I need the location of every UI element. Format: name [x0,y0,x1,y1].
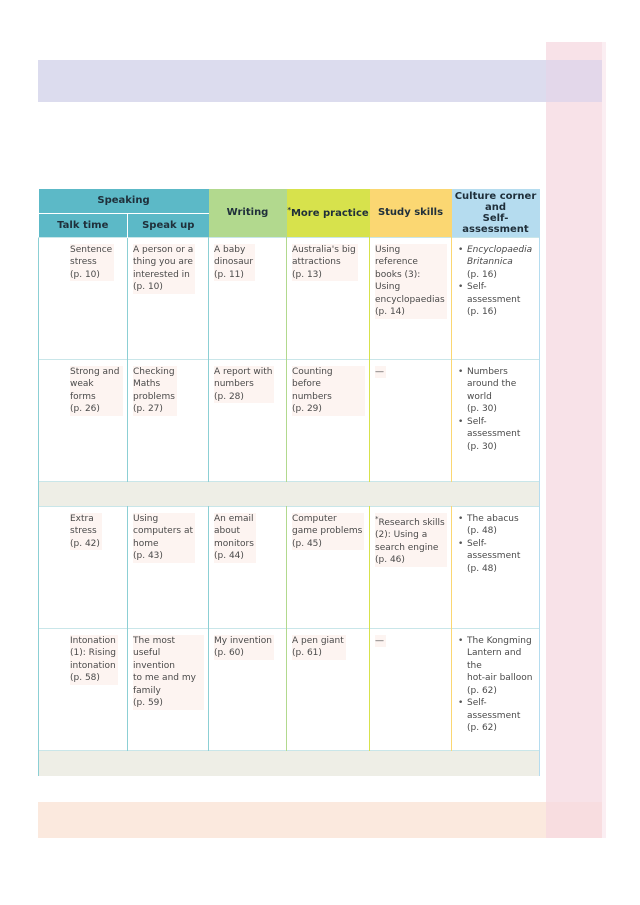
cell-line: My invention [214,635,272,646]
cell-line: (p. 29) [292,404,322,414]
culture-list-item [467,244,535,282]
cell-line: numbers [214,379,254,389]
cell-line: (p. 58) [70,673,100,683]
writing-text [214,635,274,660]
cell-line: Using reference [375,244,418,267]
culture-list [457,635,535,735]
table-row [39,359,540,481]
cell-line: (p. 45) [292,538,322,549]
writing-text [214,513,256,563]
cell-line: (1): Rising [70,648,117,658]
cell-line: intonation [70,660,116,671]
cell-line: A baby [214,244,246,255]
cell-line: (p. 10) [133,282,163,292]
culture-line: world [467,391,492,402]
cell-line: (p. 61) [292,648,322,658]
cell-line: (p. 13) [292,269,322,280]
study-skills-cell [370,238,451,319]
study-skills-cell [370,629,451,648]
talk-time-text [70,244,114,282]
study-skills-text [375,366,386,379]
header-row [39,189,540,213]
cell-line [375,513,445,530]
contents-table [38,189,540,776]
cell-line: books (3): Using [375,269,421,292]
culture-cell [452,360,539,454]
cell-line: problems [133,391,175,402]
cell-line: (2): Using a [375,530,428,540]
cell-line: weak forms [70,379,96,402]
culture-list-item [467,635,535,698]
cell-line: (p. 28) [214,391,244,402]
cell-line: Counting [292,366,333,377]
cell-line: — [375,366,384,377]
culture-list [457,366,535,454]
footer-band [38,802,546,838]
cell-line: (p. 59) [133,698,163,708]
writing-cell [209,238,286,282]
culture-line: (p. 16) [467,269,497,280]
cell-line: (p. 44) [214,551,244,561]
speak-up-text [133,635,204,710]
cell-line: A pen giant [292,635,344,646]
header-writing: Writing [209,189,287,237]
speak-up-text [133,366,177,416]
cell-line: (p. 14) [375,307,405,317]
more-practice-cell [287,360,369,416]
cell-line: Extra [70,513,94,524]
culture-line: • Self-assessment [467,416,521,439]
culture-list-item [467,697,535,735]
culture-line: • The Kongming [467,635,532,646]
cell-line: (p. 26) [70,404,100,414]
culture-list-item [467,366,535,416]
more-practice-text [292,513,364,551]
cell-line: A report with [214,366,273,377]
cell-line: A person or a [133,244,194,255]
section-divider [39,481,540,506]
culture-line: Britannica [467,257,513,267]
header-culture-line2: and [484,201,507,213]
speak-up-cell [128,238,208,294]
culture-cell [452,507,539,576]
cell-line: interested in [133,269,190,280]
cell-line: Computer [292,513,337,524]
culture-cell [452,238,539,319]
cell-line: (p. 42) [70,538,100,549]
writing-text [214,366,274,404]
cell-line: encyclopaedias [375,294,445,305]
culture-line: (p. 30) [467,404,497,414]
cell-line: An email [214,513,254,524]
pink-margin-edge [602,42,606,838]
header-study-skills: Study skills [370,189,452,237]
more-practice-text [292,244,358,282]
footer-band-extension [546,802,602,838]
culture-line: • Encyclopaedia [467,244,533,255]
talk-time-text [70,635,118,685]
cell-line: thing you are [133,257,193,267]
cell-line: Australia's big [292,244,356,255]
writing-cell [209,629,286,660]
table-row [39,628,540,750]
writing-cell [209,360,286,404]
culture-line: hot-air balloon [467,673,533,683]
culture-line: around the [467,379,517,389]
header-culture-line1: Culture corner [454,190,537,202]
table-row [39,506,540,628]
culture-list-item [467,513,535,538]
header-more-practice-label: More practice [290,208,369,220]
cell-line: Intonation [70,635,116,646]
culture-list-item [467,538,535,576]
cell-line: to me and my [133,673,196,683]
cell-line: dinosaur [214,257,254,267]
cell-line: (p. 60) [214,648,244,658]
cell-line: stress [70,257,97,267]
culture-line: (p. 16) [467,307,497,317]
cell-line: Maths [133,379,161,389]
section-divider [39,750,540,776]
cell-line: (p. 27) [133,404,163,414]
culture-line: (p. 62) [467,685,497,696]
header-culture-corner [452,189,540,237]
culture-list-item [467,416,535,454]
pink-margin-strip [546,42,602,838]
culture-list-item [467,281,535,319]
header-speak-up: Speak up [128,213,209,237]
header-band-extension [546,60,602,102]
culture-line: (p. 48) [467,526,497,536]
cell-line: game problems [292,526,363,536]
cell-line: — [375,635,384,646]
more-practice-text [292,635,346,660]
cell-line: Sentence [70,244,113,255]
talk-time-cell [39,360,127,416]
more-practice-cell [287,629,369,660]
cell-line: Strong and [70,366,120,377]
asterisk-mark: * [375,514,379,523]
talk-time-cell [39,629,127,685]
study-skills-cell [370,507,451,567]
culture-line: • Self-assessment [467,698,521,721]
cell-line: (p. 43) [133,551,163,561]
writing-cell [209,507,286,563]
speak-up-text [133,244,195,294]
cell-line: (p. 46) [375,555,405,565]
culture-line: (p. 48) [467,563,497,574]
study-skills-text [375,513,447,567]
culture-line: (p. 62) [467,723,497,733]
cell-line: (p. 11) [214,269,244,280]
header-talk-time: Talk time [39,213,128,237]
more-practice-cell [287,238,369,282]
culture-line: • Self-assessment [467,538,521,561]
cell-line: useful invention [133,648,176,671]
header-band [38,60,546,102]
cell-line: Using [133,513,159,524]
speak-up-cell [128,507,208,563]
cell-line: about [214,526,240,536]
speak-up-text [133,513,195,563]
culture-line: • Numbers [467,366,508,377]
talk-time-cell [39,507,127,551]
more-practice-cell [287,507,369,551]
study-skills-text [375,635,386,648]
culture-list [457,244,535,319]
cell-line: home [133,538,159,549]
header-more-practice [287,189,370,237]
culture-line: Lantern and the [467,648,522,671]
cell-line: computers at [133,526,193,536]
cell-line: search engine [375,542,439,553]
culture-line: • Self-assessment [467,282,521,305]
cell-line: before numbers [292,379,332,402]
speak-up-cell [128,629,208,710]
culture-list [457,513,535,576]
cell-line: family [133,685,161,696]
talk-time-text [70,513,102,551]
culture-cell [452,629,539,735]
header-culture-line3: Self-assessment [462,212,529,235]
speak-up-cell [128,360,208,416]
study-skills-cell [370,360,451,379]
cell-line: monitors [214,538,254,549]
study-skills-text [375,244,447,319]
table-row [39,237,540,359]
talk-time-cell [39,238,127,282]
culture-line: (p. 30) [467,441,497,452]
more-practice-text [292,366,365,416]
cell-line: The most [133,635,176,646]
cell-line: (p. 10) [70,269,100,280]
talk-time-text [70,366,123,416]
header-speaking: Speaking [39,189,209,213]
cell-line: Checking [133,366,175,377]
cell-line: attractions [292,257,341,267]
culture-line: • The abacus [467,513,519,524]
writing-text [214,244,255,282]
cell-line: stress [70,526,97,536]
asterisk-mark: * [287,206,291,215]
cell-line-text: Research skills [378,517,445,528]
